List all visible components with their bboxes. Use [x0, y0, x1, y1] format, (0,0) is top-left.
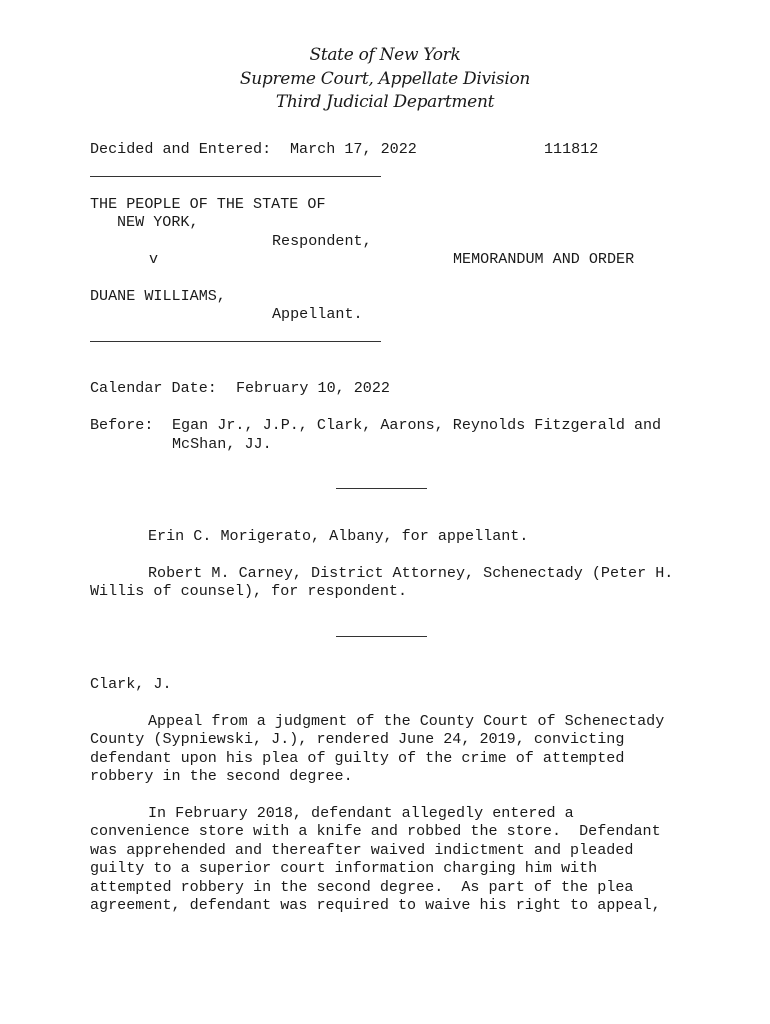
decided-label: Decided and Entered: [90, 140, 272, 158]
paragraph-line: robbery in the second degree. [90, 767, 353, 785]
paragraph-line: County (Sypniewski, J.), rendered June 24, 2019, convicting [90, 730, 625, 748]
paragraph-line: defendant upon his plea of guilty of the crime of attempted [90, 749, 625, 767]
court-department: Third Judicial Department [275, 92, 495, 112]
paragraph-line: attempted robbery in the second degree. As part of the plea [90, 878, 634, 896]
counsel-appellant: Erin C. Morigerato, Albany, for appellant. [148, 527, 529, 545]
court-name: Supreme Court, Appellate Division [239, 68, 531, 89]
paragraph-line: guilty to a superior court information charging him with [90, 859, 598, 877]
versus: v [149, 250, 159, 268]
section-divider-1 [336, 488, 427, 489]
party1-role: Respondent, [272, 232, 372, 250]
party1-line2: NEW YORK, [117, 213, 199, 231]
paragraph-line: convenience store with a knife and robbed the store. Defendant [90, 822, 661, 840]
paragraph-line: agreement, defendant was required to waive his right to appeal, [90, 896, 661, 914]
paragraph-line: was apprehended and thereafter waived indictment and pleaded [90, 841, 634, 859]
section-divider-2 [336, 636, 427, 637]
opinion-author: Clark, J. [90, 675, 172, 693]
court-state: State of New York [309, 45, 461, 65]
docket-number: 111812 [544, 140, 599, 158]
before-justices-line1: Egan Jr., J.P., Clark, Aarons, Reynolds Fitzgerald and [172, 416, 662, 434]
calendar-label: Calendar Date: [90, 379, 217, 397]
party2: DUANE WILLIAMS, [90, 287, 226, 305]
caption-top-rule [90, 176, 381, 177]
party2-role: Appellant. [272, 305, 363, 323]
before-justices-line2: McShan, JJ. [172, 435, 272, 453]
counsel-respondent-line1: Robert M. Carney, District Attorney, Schenectady (Peter H. [148, 564, 674, 582]
calendar-date: February 10, 2022 [236, 379, 390, 397]
court-header [0, 44, 770, 115]
paragraph-line: Appeal from a judgment of the County Court of Schenectady [148, 712, 665, 730]
caption-bottom-rule [90, 341, 381, 342]
document-type: MEMORANDUM AND ORDER [453, 250, 635, 268]
decided-date: March 17, 2022 [290, 140, 417, 158]
before-label: Before: [90, 416, 154, 434]
party1-line1: THE PEOPLE OF THE STATE OF [90, 195, 326, 213]
counsel-respondent-line2: Willis of counsel), for respondent. [90, 582, 408, 600]
paragraph-line: In February 2018, defendant allegedly entered a [148, 804, 574, 822]
